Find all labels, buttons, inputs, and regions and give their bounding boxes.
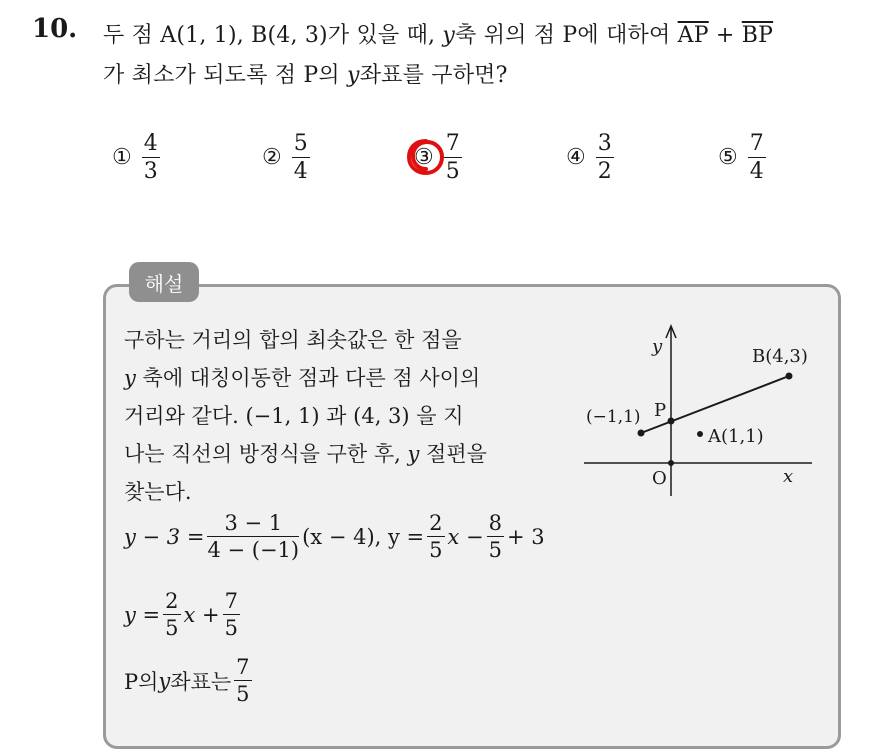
choice-1[interactable] [112,132,160,183]
choice-4[interactable] [566,132,614,183]
fraction [487,512,504,561]
equation-tail: + 3 [507,524,545,549]
segment-ap: $\overline{AP}$ [677,23,709,48]
choice-marker: ④ [566,145,586,171]
point-a [697,431,703,437]
equation-term: x − [447,524,484,549]
question-text-part: 좌표를 구하면? [359,63,508,88]
answer-text-part: P의 [124,669,159,694]
numerator: 7 [749,131,764,156]
point-b [786,373,793,380]
denominator: 5 [445,159,460,185]
denominator: 2 [597,159,612,185]
denominator: 5 [429,538,443,563]
choice-fraction [748,132,766,183]
question-text-part: 두 점 A(1, 1), B(4, 3)가 있을 때, [103,23,443,48]
denominator: 5 [165,616,179,641]
point-reflected-a-label: (−1,1) [586,407,641,427]
equation-term: x + [183,602,220,627]
solution-line-3: 거리와 같다. (−1, 1) 과 (4, 3) 을 지 [124,404,464,428]
x-axis-label: x [783,466,794,487]
y-variable: y [347,63,360,88]
answer-fraction [234,656,251,705]
solution-text-part: 절편을 [419,442,487,466]
y-variable: y [158,668,171,693]
point-p [668,418,675,425]
origin-label: O [652,468,667,489]
numerator: 2 [429,511,443,535]
solution-line-5: 찾는다. [124,480,192,504]
solution-line-1: 구하는 거리의 합의 최솟값은 한 점을 [124,328,462,352]
solution-text-part: 축에 대칭이동한 점과 다른 점 사이의 [135,366,481,390]
numerator: 3 − 1 [224,511,283,535]
choice-marker: ① [112,145,132,171]
numerator: 8 [488,511,503,535]
fraction [223,590,240,639]
y-axis-label: y [652,336,663,357]
choice-marker: ② [262,145,282,171]
y-variable: y [407,442,420,466]
slope-fraction [207,512,299,561]
point-b-label: B(4,3) [752,346,808,367]
numerator: 5 [293,131,308,156]
point-p-label: P [654,400,667,421]
choice-fraction [596,132,614,183]
numerator: 7 [236,655,250,679]
solution-line-4 [124,438,487,468]
numerator: 7 [445,131,460,156]
point-reflected-a [638,430,645,437]
solution-text-part: 나는 직선의 방정식을 구한 후, [124,442,408,466]
numerator: 2 [165,589,179,613]
fraction [163,590,180,639]
point-origin [668,460,674,466]
denominator: 4 [749,159,764,185]
point-a-label: A(1,1) [708,426,764,447]
equation-lhs: y − 3 = [124,524,205,549]
choice-fraction [142,132,160,183]
fraction [427,512,444,561]
choice-marker: ⑤ [718,145,738,171]
denominator: 5 [488,538,503,563]
question-text-line2 [103,58,508,89]
equation-line-3 [124,656,255,705]
denominator: 5 [236,682,250,707]
solution-tab-label: 해설 [129,262,199,302]
question-text-part: 축 위의 점 P에 대하여 [455,23,678,48]
answer-circle-mark [404,135,448,179]
denominator: 4 − (−1) [207,538,300,563]
equation-middle: (x − 4), y = [302,524,425,549]
denominator: 3 [143,159,158,185]
denominator: 4 [293,159,308,185]
answer-text-part: 좌표는 [170,669,232,694]
choice-marker: ③ [414,145,434,171]
numerator: 4 [143,131,158,156]
question-number: 10. [32,14,78,44]
denominator: 5 [224,616,239,641]
y-variable: y [124,366,136,390]
y-variable: y [442,23,456,48]
numerator: 3 [597,131,612,156]
plus-sign: + [708,23,742,48]
solution-line-2 [124,362,480,392]
question-text-part: 가 최소가 되도록 점 P의 [103,63,348,88]
equation-line-2 [124,590,243,639]
numerator: 7 [224,589,239,613]
choice-2[interactable] [262,132,310,183]
coordinate-graph [580,320,830,505]
question-text-line1 [103,18,773,49]
choice-fraction [292,132,310,183]
segment-bp: $\overline{BP}$ [741,23,774,48]
equation-lhs: y = [124,602,161,627]
choice-5[interactable] [718,132,766,183]
equation-line-1 [124,512,545,561]
